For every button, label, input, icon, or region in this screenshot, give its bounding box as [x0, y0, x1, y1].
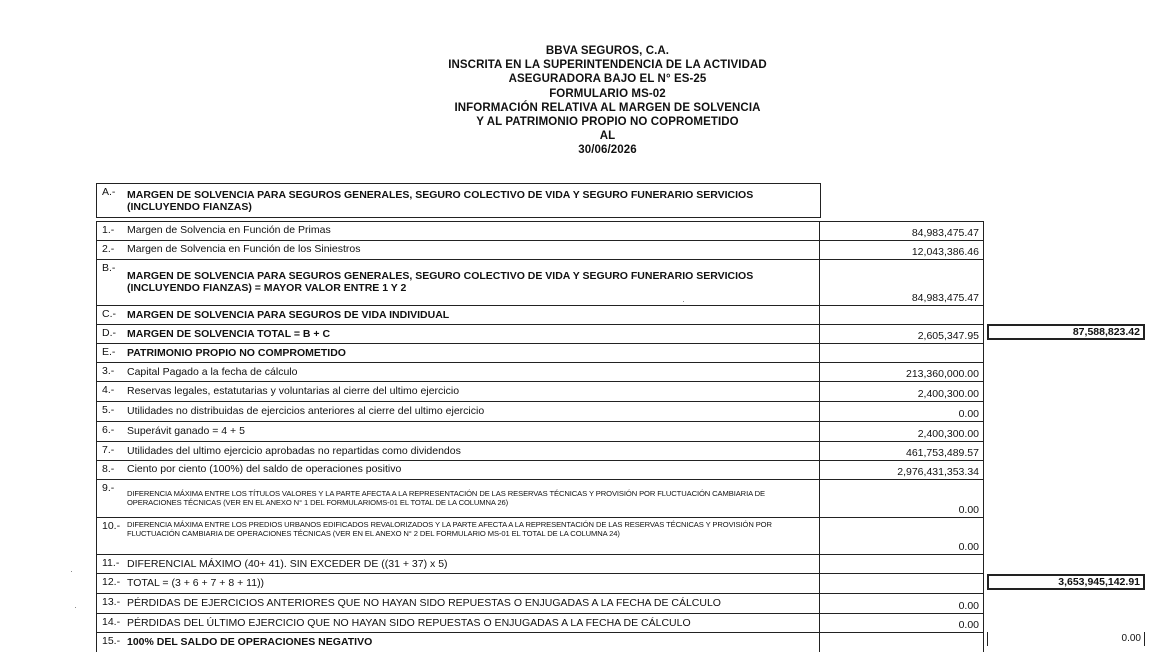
row-label: DIFERENCIA MÁXIMA ENTRE LOS TÍTULOS VALORES Y LA PARTE AFECTA A LA REPRESENTACIÓN DE LAS RESERVAS TÉCNICAS Y PROVISIÓN POR FLUCTUACIÓN CAMBIARIA DE OPERACIONES TÉCNICAS (VER EN EL ANEXO N° 1 DEL FORMULARIOMS-01 EL TOTAL DE LA COLUMNA 26): [127, 489, 765, 508]
row-8: [96, 460, 984, 479]
row-number: C.-: [102, 308, 116, 320]
row-9: [96, 479, 984, 517]
row-label: 100% DEL SALDO DE OPERACIONES NEGATIVO: [127, 636, 373, 648]
row-14: [96, 613, 984, 632]
row-value: 0.00: [958, 619, 979, 631]
row-number: 14.-: [102, 616, 121, 628]
row-label: Ciento por ciento (100%) del saldo de operaciones positivo: [127, 463, 402, 475]
scan-speck: ·: [74, 602, 77, 612]
total-margin-box: 87,588,823.42: [987, 324, 1145, 340]
row-15: [96, 632, 984, 652]
company-name: BBVA SEGUROS, C.A.: [545, 45, 670, 57]
row-label: PATRIMONIO PROPIO NO COMPROMETIDO: [127, 347, 346, 359]
row-value: 2,400,300.00: [917, 428, 979, 440]
row-label: MARGEN DE SOLVENCIA TOTAL = B + C: [127, 328, 331, 340]
form-name: FORMULARIO MS-02: [549, 87, 666, 100]
row-number: 8.-: [102, 463, 115, 475]
row-d: [96, 324, 984, 343]
row-value: 2,605,347.95: [917, 330, 979, 342]
row-label: Capital Pagado a la fecha de cálculo: [127, 366, 298, 378]
row-6: [96, 421, 984, 441]
row-value: 2,400,300.00: [917, 388, 979, 400]
row-number: 3.-: [102, 365, 115, 377]
negative-operations-value: 0.00: [987, 632, 1145, 646]
row-number: 6.-: [102, 424, 115, 436]
row-7: [96, 441, 984, 460]
form-subtitle: Y AL PATRIMONIO PROPIO NO COPROMETIDO: [476, 116, 739, 129]
row-value: 84,983,475.47: [911, 292, 979, 304]
row-label: MARGEN DE SOLVENCIA PARA SEGUROS GENERALES, SEGURO COLECTIVO DE VIDA Y SEGURO FUNERARIO SERVICIOS (INCLUYENDO FIANZAS): [127, 189, 754, 213]
row-12: [96, 573, 984, 593]
row-10: [96, 517, 984, 554]
row-number: 15.-: [102, 635, 121, 647]
date-prefix: AL: [599, 130, 616, 143]
row-number: E.-: [102, 346, 116, 358]
row-5: [96, 401, 984, 421]
row-number: 13.-: [102, 596, 121, 608]
row-13: [96, 593, 984, 613]
row-2: [96, 240, 984, 259]
row-label: PÉRDIDAS DEL ÚLTIMO EJERCICIO QUE NO HAYAN SIDO REPUESTAS O ENJUGADAS A LA FECHA DE CÁLCULO: [127, 617, 691, 629]
row-label: PÉRDIDAS DE EJERCICIOS ANTERIORES QUE NO HAYAN SIDO REPUESTAS O ENJUGADAS A LA FECHA DE CÁLCULO: [127, 597, 721, 609]
row-b: [96, 259, 984, 305]
row-value: 0.00: [958, 541, 979, 553]
registration-line: INSCRITA EN LA SUPERINTENDENCIA DE LA ACTIVIDAD: [448, 59, 767, 72]
row-4: [96, 381, 984, 401]
row-label: Margen de Solvencia en Función de Primas: [127, 224, 331, 236]
row-number: D.-: [102, 327, 116, 339]
row-value: 213,360,000.00: [906, 368, 979, 380]
scan-speck: ·: [682, 296, 685, 306]
row-number: 1.-: [102, 224, 115, 236]
row-value: 0.00: [958, 504, 979, 516]
row-a: [96, 183, 821, 218]
row-number: 2.-: [102, 243, 115, 255]
registration-number: ASEGURADORA BAJO EL N° ES-25: [508, 73, 707, 86]
row-e: [96, 343, 984, 362]
row-number: 12.-: [102, 576, 121, 588]
row-label: DIFERENCIA MÁXIMA ENTRE LOS PREDIOS URBANOS EDIFICADOS REVALORIZADOS Y LA PARTE AFECTA A LA REPRESENTACIÓN DE LAS RESERVAS TÉCNICAS Y PROVISIÓN POR FLUCTUACIÓN CAMBIARIA DE OPERACIONES TÉCNICAS (VER EN EL ANEXO N° 2 DEL FORMULARIO MS-01 EL TOTAL DE LA COLUMNA 24): [127, 520, 772, 539]
row-number: 9.-: [102, 482, 115, 494]
row-number: 10.-: [102, 520, 121, 532]
row-value: 12,043,386.46: [911, 246, 979, 258]
row-number: 5.-: [102, 404, 115, 416]
report-date: 30/06/2026: [578, 144, 637, 157]
row-c: [96, 305, 984, 324]
row-number: 7.-: [102, 444, 115, 456]
row-label: DIFERENCIAL MÁXIMO (40+ 41). SIN EXCEDER DE ((31 + 37) x 5): [127, 558, 448, 570]
row-label: MARGEN DE SOLVENCIA PARA SEGUROS DE VIDA INDIVIDUAL: [127, 309, 450, 321]
row-label: Utilidades del ultimo ejercicio aprobadas no repartidas como dividendos: [127, 445, 461, 457]
row-1: [96, 221, 984, 240]
row-number: 4.-: [102, 384, 115, 396]
row-label: Utilidades no distribuidas de ejercicios anteriores al cierre del ultimo ejercicio: [127, 405, 485, 417]
row-label: Reservas legales, estatutarias y voluntarias al cierre del ultimo ejercicio: [127, 385, 460, 397]
row-label: Margen de Solvencia en Función de los Siniestros: [127, 243, 361, 255]
row-number: 11.-: [102, 557, 120, 569]
scan-speck: ·: [70, 566, 73, 576]
row-11: [96, 554, 984, 573]
row-value: 0.00: [958, 408, 979, 420]
row-label: MARGEN DE SOLVENCIA PARA SEGUROS GENERALES, SEGURO COLECTIVO DE VIDA Y SEGURO FUNERARIO SERVICIOS (INCLUYENDO FIANZAS) = MAYOR VALOR ENTRE 1 Y 2: [127, 270, 754, 294]
row-value: 84,983,475.47: [911, 227, 979, 239]
row-3: [96, 362, 984, 381]
row-value: 2,976,431,353.34: [897, 466, 979, 478]
row-label: Superávit ganado = 4 + 5: [127, 425, 245, 437]
row-value: 461,753,489.57: [906, 447, 979, 459]
row-value: 0.00: [958, 600, 979, 612]
row-number: A.-: [102, 186, 116, 198]
form-title: INFORMACIÓN RELATIVA AL MARGEN DE SOLVENCIA: [454, 101, 761, 114]
total-equity-box: 3,653,945,142.91: [987, 574, 1145, 590]
row-number: B.-: [102, 262, 116, 274]
row-label: TOTAL = (3 + 6 + 7 + 8 + 11)): [127, 577, 265, 589]
